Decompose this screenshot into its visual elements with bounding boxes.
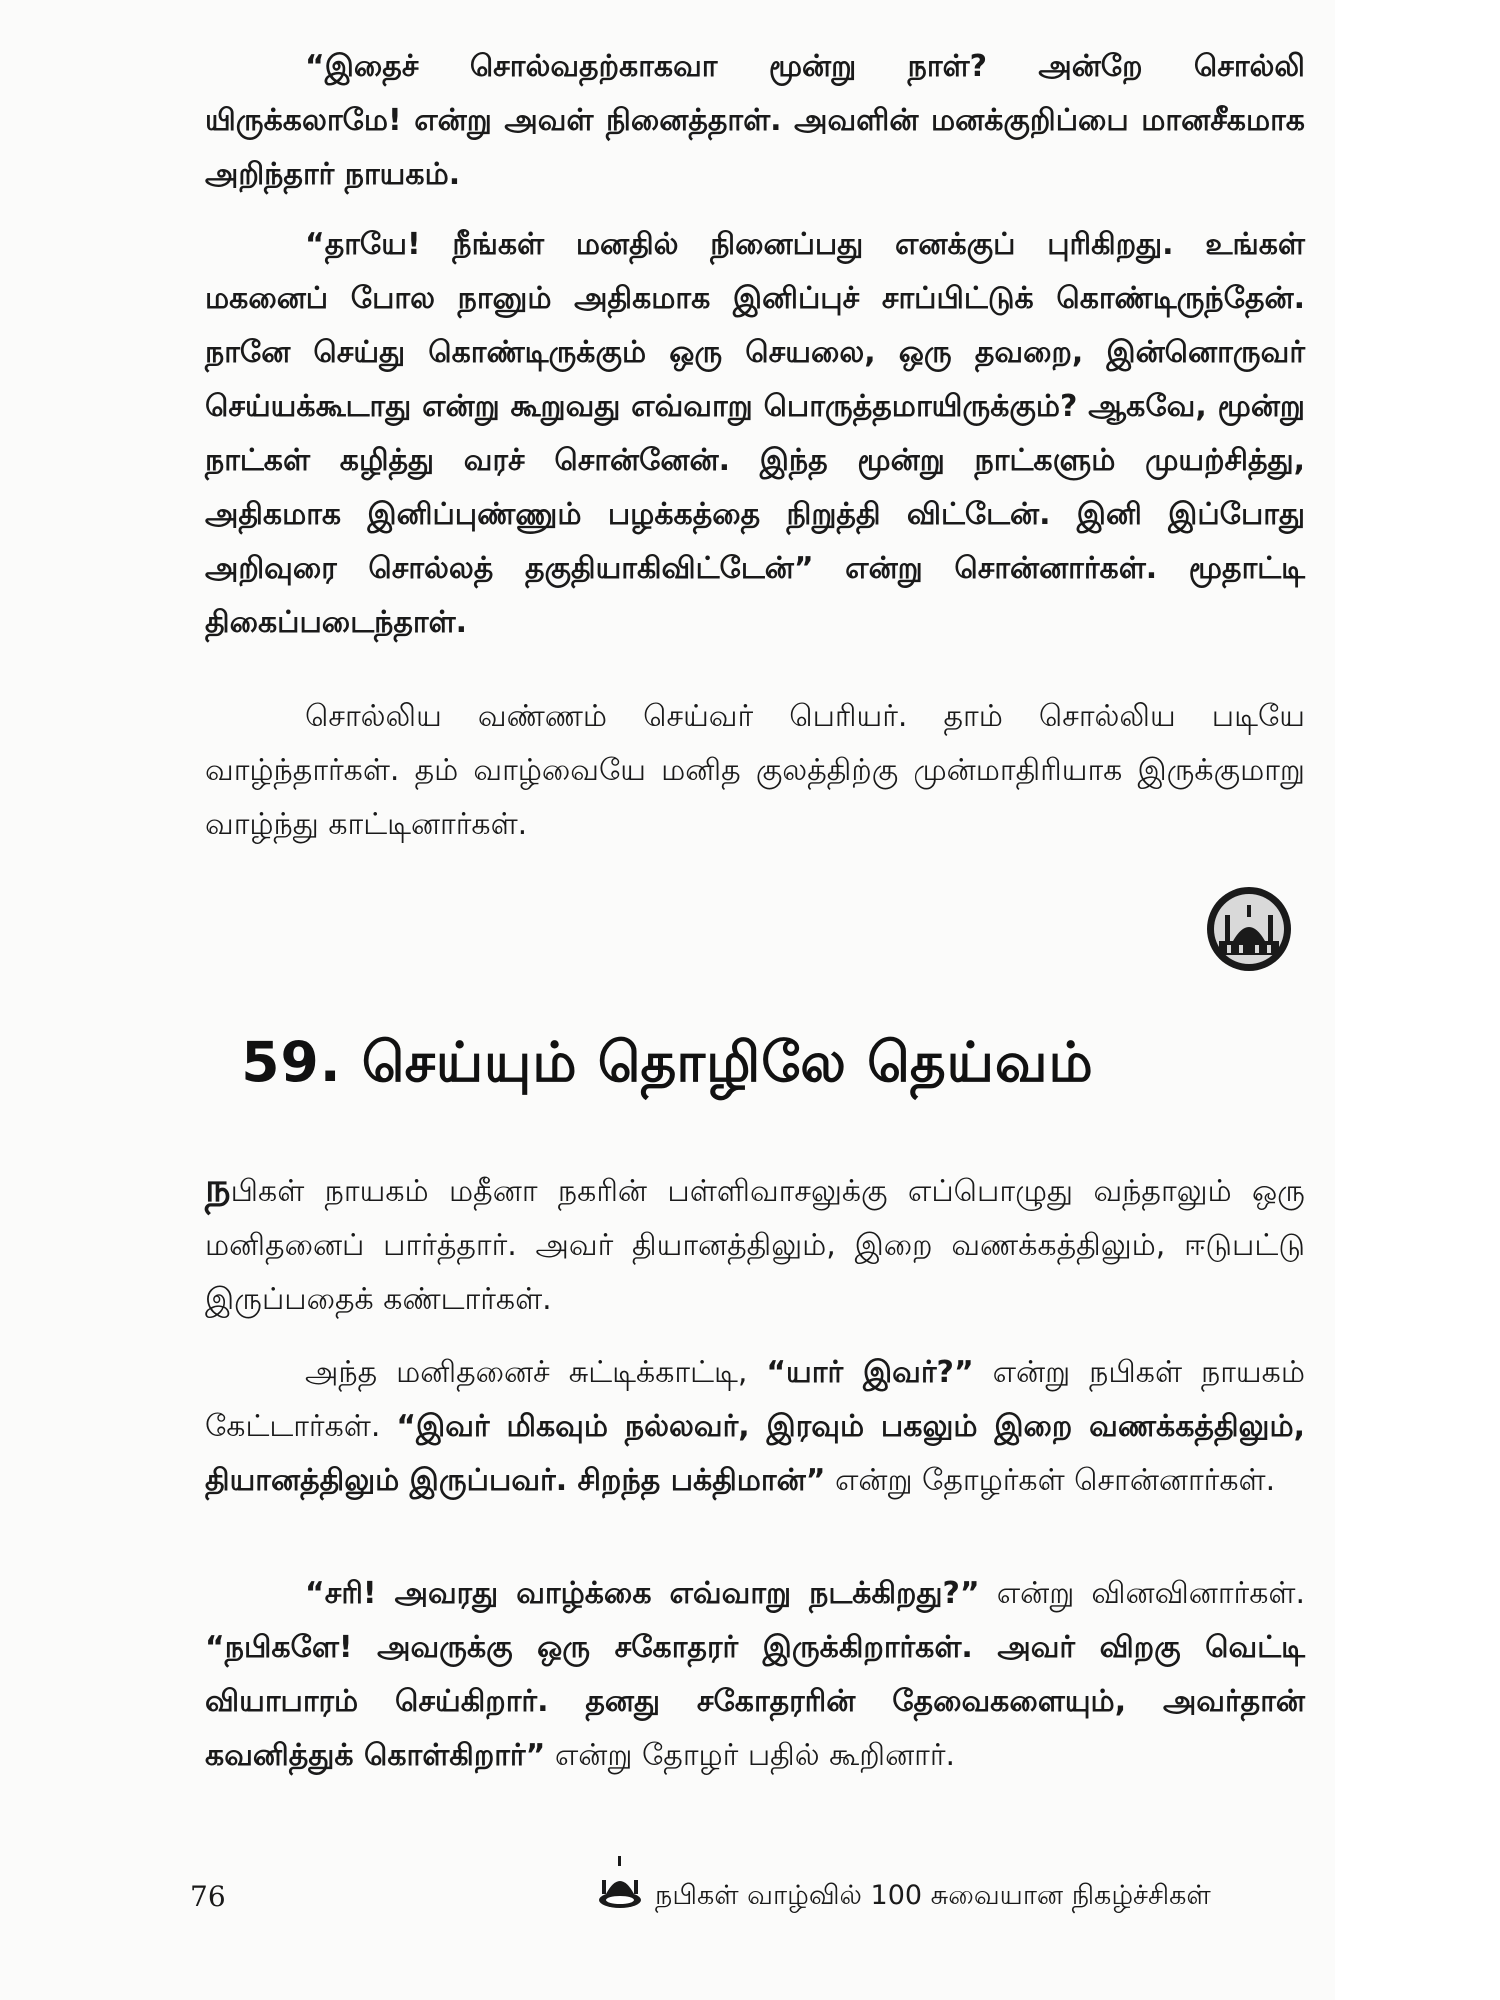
paragraph-6-part-c: என்று நபிகள் நாயகம் கேட்டார்கள். bbox=[205, 1355, 1305, 1444]
paragraph-7-part-d: என்று தோழர் பதில் கூறினார். bbox=[545, 1738, 956, 1773]
paragraph-6-quote-2: “இவர் மிகவும் நல்லவர், இரவும் பகலும் இறை வணக்கத்திலும், தியானத்திலும் இருப்பவர். சிறந்த பக்திமான்” bbox=[205, 1409, 1306, 1498]
paragraph-6-part-a: அந்த மனிதனைச் சுட்டிக்காட்டி, bbox=[305, 1355, 767, 1390]
book-title: நபிகள் வாழ்வில் 100 சுவையான நிகழ்ச்சிகள் bbox=[655, 1880, 1211, 1911]
chapter-title: 59. செய்யும் தொழிலே தெய்வம் bbox=[241, 1030, 1094, 1094]
mosque-logo-icon bbox=[598, 1856, 642, 1910]
drop-cap: ந bbox=[205, 1165, 231, 1211]
page-number: 76 bbox=[190, 1880, 226, 1913]
paragraph-6-quote-1: “யார் இவர்?” bbox=[766, 1355, 974, 1390]
page-margin bbox=[1335, 0, 1500, 2000]
paragraph-7-quote-2: “நபிகளே! அவருக்கு ஒரு சகோதரர் இருக்கிறார்கள். அவர் விறகு வெட்டி வியாபாரம் செய்கிறார். தனது சகோதரரின் தேவைகளையும், அவர்தான் கவனித்துக் கொள்கிறார்” bbox=[205, 1630, 1305, 1773]
paragraph-2: “தாயே! நீங்கள் மனதில் நினைப்பது எனக்குப் புரிகிறது. உங்கள் மகனைப் போல நானும் அதிகமாக இனிப்புச் சாப்பிட்டுக் கொண்டிருந்தேன். நானே செய்து கொண்டிருக்கும் ஒரு செயலை, ஒரு தவறை, இன்னொருவர் செய்யக்கூடாது என்று கூறுவது எவ்வாறு பொருத்தமாயிருக்கும்? ஆகவே, மூன்று நாட்கள் கழித்து வரச் சொன்னேன். இந்த மூன்று நாட்களும் முயற்சித்து, அதிகமாக இனிப்புண்ணும் பழக்கத்தை நிறுத்தி விட்டேன். இனி இப்போது அறிவுரை சொல்லத் தகுதியாகிவிட்டேன்” என்று சொன்னார்கள். மூதாட்டி திகைப்படைந்தாள். bbox=[205, 227, 1305, 640]
paragraph-7 bbox=[205, 1567, 1305, 1783]
paragraph-7-part-b: என்று வினவினார்கள். bbox=[979, 1576, 1305, 1611]
paragraph-1: “இதைச் சொல்வதற்காகவா மூன்று நாள்? அன்றே சொல்லி யிருக்கலாமே! என்று அவள் நினைத்தாள். அவளின் மனக்குறிப்பை மானசீகமாக அறிந்தார் நாயகம். bbox=[205, 49, 1305, 192]
paragraph-3: சொல்லிய வண்ணம் செய்வர் பெரியர். தாம் சொல்லிய படியே வாழ்ந்தார்கள். தம் வாழ்வையே மனித குலத்திற்கு முன்மாதிரியாக இருக்குமாறு வாழ்ந்து காட்டினார்கள். bbox=[205, 699, 1305, 842]
paragraph-7-quote-1: “சரி! அவரது வாழ்க்கை எவ்வாறு நடக்கிறது?” bbox=[305, 1576, 980, 1611]
paragraph-6-part-e: என்று தோழர்கள் சொன்னார்கள். bbox=[825, 1463, 1276, 1498]
paragraph-5-text: பிகள் நாயகம் மதீனா நகரின் பள்ளிவாசலுக்கு எப்பொழுது வந்தாலும் ஒரு மனிதனைப் பார்த்தார். அவர் தியானத்திலும், இறை வணக்கத்திலும், ஈடுபட்டு இருப்பதைக் கண்டார்கள். bbox=[205, 1174, 1305, 1317]
mosque-emblem-icon bbox=[1205, 885, 1293, 973]
paragraph-5 bbox=[205, 1165, 1305, 1327]
paragraph-6 bbox=[205, 1346, 1305, 1508]
